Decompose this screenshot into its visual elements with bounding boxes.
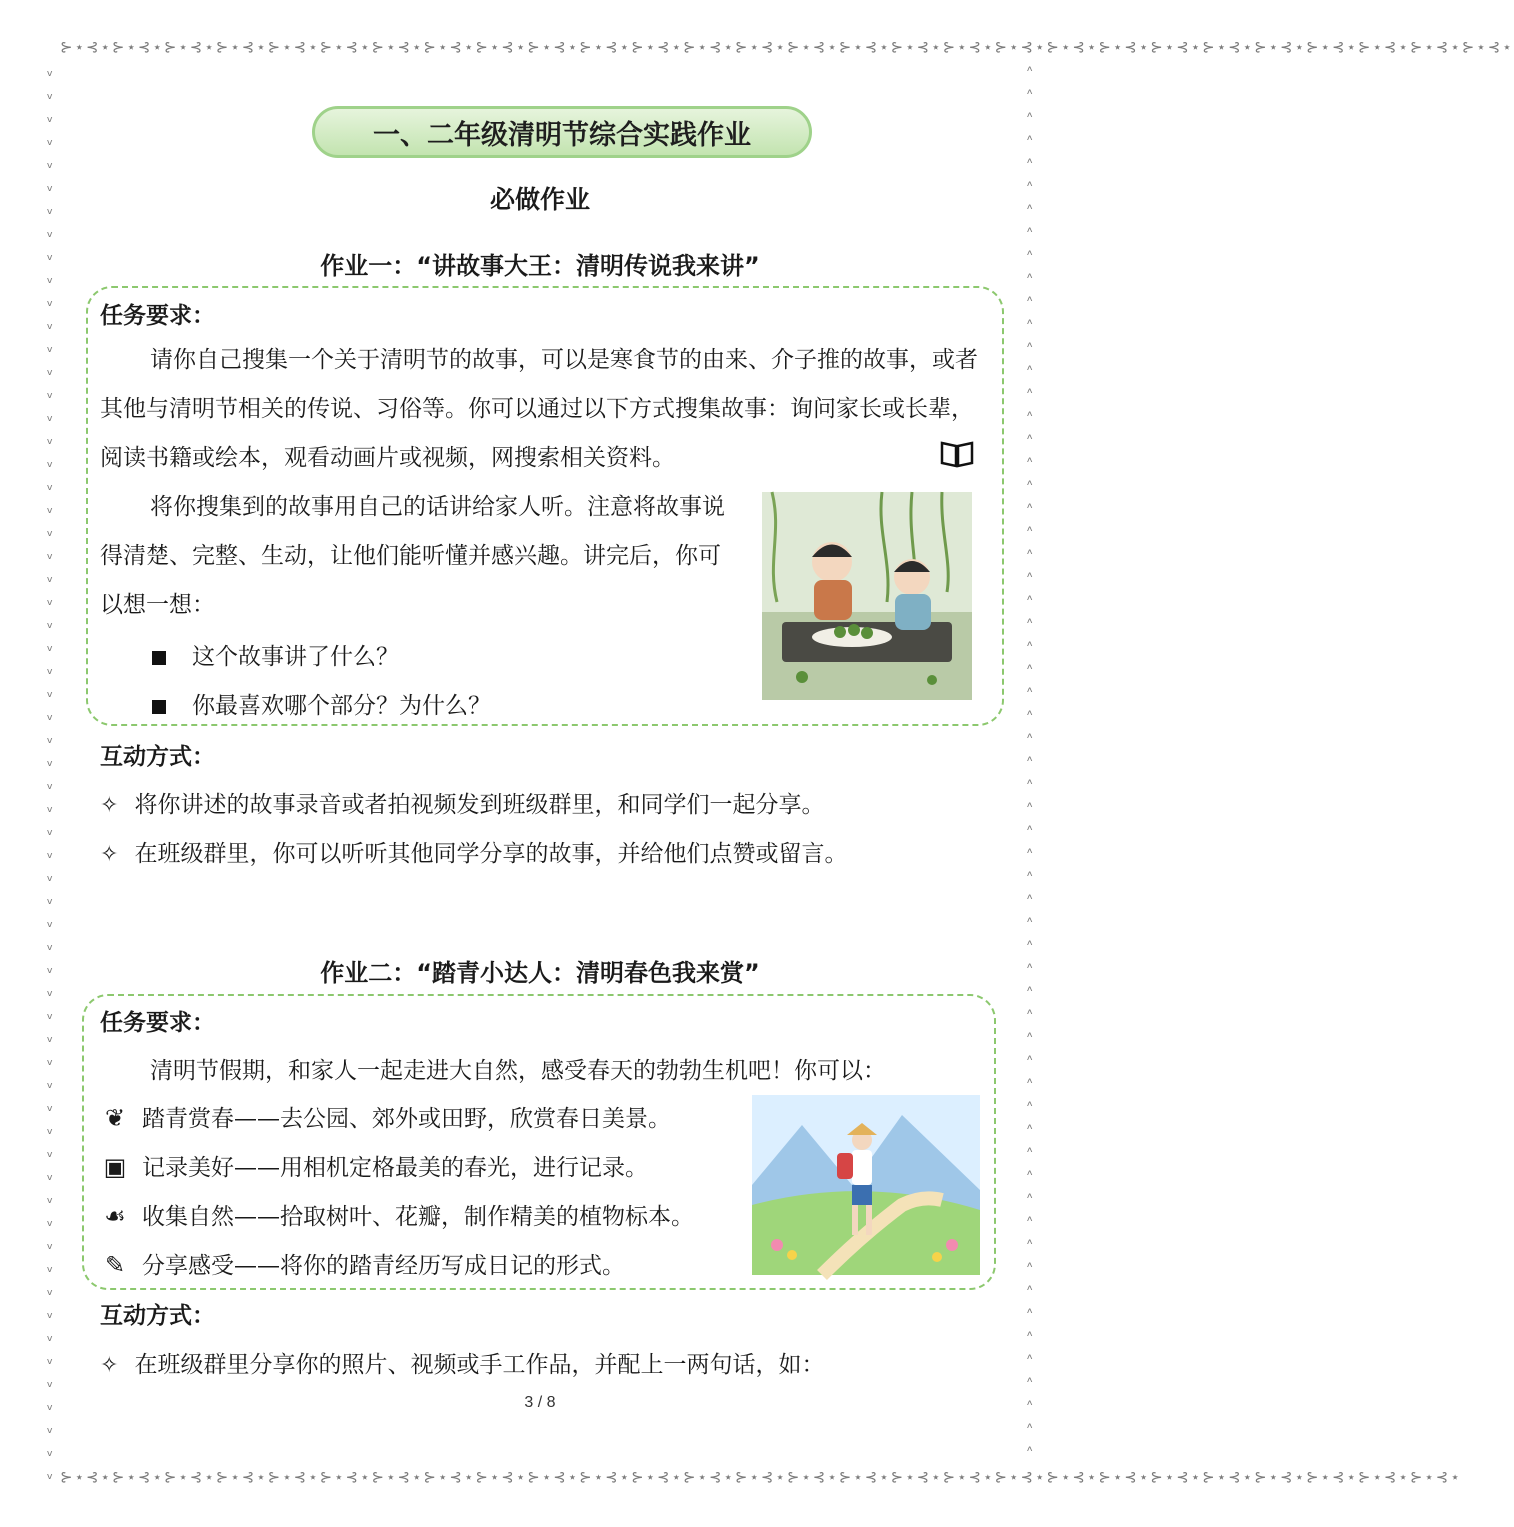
decorative-border-bottom: ⊱⋆⊰⋆⊱⋆⊰⋆⊱⋆⊰⋆⊱⋆⊰⋆⊱⋆⊰⋆⊱⋆⊰⋆⊱⋆⊰⋆⊱⋆⊰⋆⊱⋆⊰⋆⊱⋆⊰⋆⊱⋆⊰⋆⊱⋆⊰⋆⊱⋆⊰⋆⊱⋆⊰⋆⊱⋆⊰⋆⊱⋆⊰⋆⊱⋆⊰⋆⊱⋆⊰⋆⊱⋆⊰⋆⊱⋆⊰⋆⊱⋆⊰⋆⊱⋆⊰⋆⊱⋆⊰⋆⊱⋆⊰⋆⊱⋆⊰⋆⊱⋆⊰⋆⊱⋆⊰⋆ bbox=[60, 1468, 1462, 1486]
task2-interaction-label: 互动方式： bbox=[100, 1303, 215, 1329]
sparkle-icon: ✧ bbox=[100, 842, 119, 867]
book-icon bbox=[940, 440, 974, 468]
task2-item-4: ✎ 分享感受——将你的踏青经历写成日记的形式。 bbox=[100, 1247, 625, 1280]
children-eating-qingtuan-illustration bbox=[762, 492, 972, 700]
decorative-border-top: ⊱⋆⊰⋆⊱⋆⊰⋆⊱⋆⊰⋆⊱⋆⊰⋆⊱⋆⊰⋆⊱⋆⊰⋆⊱⋆⊰⋆⊱⋆⊰⋆⊱⋆⊰⋆⊱⋆⊰⋆⊱⋆⊰⋆⊱⋆⊰⋆⊱⋆⊰⋆⊱⋆⊰⋆⊱⋆⊰⋆⊱⋆⊰⋆⊱⋆⊰⋆⊱⋆⊰⋆⊱⋆⊰⋆⊱⋆⊰⋆⊱⋆⊰⋆⊱⋆⊰⋆⊱⋆⊰⋆⊱⋆⊰⋆⊱⋆⊰⋆⊱⋆⊰⋆⊱⋆⊰⋆⊱⋆⊰⋆ bbox=[60, 38, 1514, 56]
section-title: 一、二年级清明节综合实践作业 bbox=[312, 106, 812, 158]
task1-title: 作业一：“讲故事大王：清明传说我来讲” bbox=[320, 252, 760, 280]
task1-question-2: 你最喜欢哪个部分？为什么？ bbox=[152, 687, 491, 720]
task1-interaction-2: ✧ 在班级群里，你可以听听其他同学分享的故事，并给他们点赞或留言。 bbox=[100, 841, 848, 867]
task1-paragraph-2: 将你搜集到的故事用自己的话讲给家人听。注意将故事说得清楚、完整、生动，让他们能听懂并感兴趣。讲完后，你可以想一想： bbox=[100, 494, 725, 618]
decorative-border-left: ᵥ ᵥ ᵥ ᵥ ᵥ ᵥ ᵥ ᵥ ᵥ ᵥ ᵥ ᵥ ᵥ ᵥ ᵥ ᵥ ᵥ ᵥ ᵥ ᵥ ᵥ ᵥ ᵥ ᵥ ᵥ ᵥ ᵥ ᵥ ᵥ ᵥ ᵥ ᵥ ᵥ ᵥ ᵥ ᵥ ᵥ ᵥ ᵥ ᵥ ᵥ ᵥ ᵥ ᵥ ᵥ ᵥ ᵥ ᵥ ᵥ ᵥ ᵥ ᵥ ᵥ ᵥ ᵥ ᵥ ᵥ ᵥ ᵥ ᵥ ᵥ ᵥ bbox=[46, 62, 54, 1483]
task1-requirement-label: 任务要求： bbox=[100, 303, 215, 329]
spring-hiking-girl-illustration bbox=[752, 1095, 980, 1275]
task2-intro: 清明节假期，和家人一起走进大自然，感受春天的勃勃生机吧！你可以： bbox=[150, 1058, 886, 1084]
task1-question-1: 这个故事讲了什么？ bbox=[152, 638, 399, 671]
sparkle-icon: ✧ bbox=[100, 793, 119, 818]
task2-item-3: ☙ 收集自然——拾取树叶、花瓣，制作精美的植物标本。 bbox=[100, 1198, 694, 1231]
leaf-icon: ❦ bbox=[104, 1104, 126, 1132]
task2-item-2: ▣ 记录美好——用相机定格最美的春光，进行记录。 bbox=[100, 1149, 648, 1182]
square-bullet-icon bbox=[152, 651, 166, 665]
subtitle: 必做作业 bbox=[489, 185, 590, 214]
decorative-border-right: ᶺ ᶺ ᶺ ᶺ ᶺ ᶺ ᶺ ᶺ ᶺ ᶺ ᶺ ᶺ ᶺ ᶺ ᶺ ᶺ ᶺ ᶺ ᶺ ᶺ ᶺ ᶺ ᶺ ᶺ ᶺ ᶺ ᶺ ᶺ ᶺ ᶺ ᶺ ᶺ ᶺ ᶺ ᶺ ᶺ ᶺ ᶺ ᶺ ᶺ ᶺ ᶺ ᶺ ᶺ ᶺ ᶺ ᶺ ᶺ ᶺ ᶺ ᶺ ᶺ ᶺ ᶺ ᶺ ᶺ ᶺ ᶺ ᶺ ᶺ ᶺ bbox=[1026, 62, 1034, 1460]
task2-item-1: ❦ 踏青赏春——去公园、郊外或田野，欣赏春日美景。 bbox=[100, 1100, 671, 1133]
task1-interaction-1: ✧ 将你讲述的故事录音或者拍视频发到班级群里，和同学们一起分享。 bbox=[100, 792, 825, 818]
sparkle-icon: ✧ bbox=[100, 1353, 119, 1378]
page-number: 3 / 8 bbox=[524, 1394, 556, 1411]
task1-interaction-label: 互动方式： bbox=[100, 744, 215, 770]
task2-requirement-label: 任务要求： bbox=[100, 1010, 215, 1036]
camera-icon: ▣ bbox=[103, 1153, 127, 1181]
task2-title: 作业二：“踏青小达人：清明春色我来赏” bbox=[320, 959, 760, 987]
task1-paragraph-1: 请你自己搜集一个关于清明节的故事，可以是寒食节的由来、介子推的故事，或者其他与清明节相关的传说、习俗等。你可以通过以下方式搜集故事：询问家长或长辈，阅读书籍或绘本，观看动画片或视频，网搜索相关资料。 bbox=[100, 347, 978, 471]
square-bullet-icon bbox=[152, 700, 166, 714]
hand-leaf-icon: ☙ bbox=[104, 1202, 126, 1230]
microphone-icon: ✎ bbox=[104, 1251, 126, 1279]
task2-interaction-1: ✧ 在班级群里分享你的照片、视频或手工作品，并配上一两句话，如： bbox=[100, 1352, 825, 1378]
